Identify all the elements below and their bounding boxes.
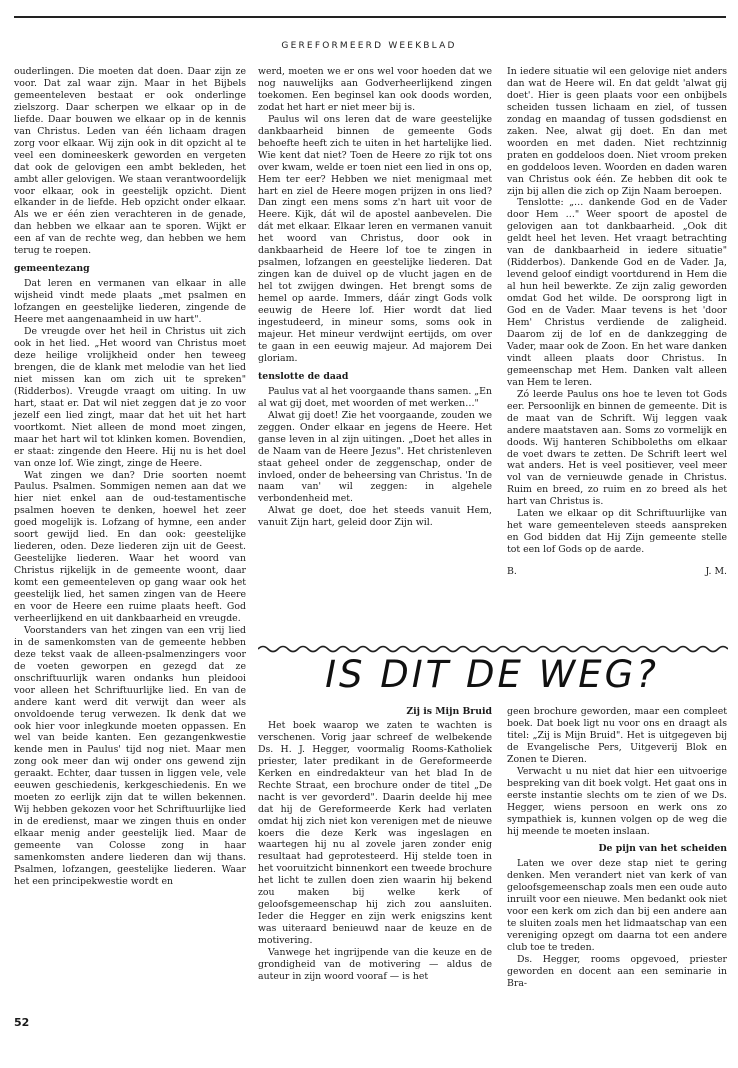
article-title: IS DIT DE WEG? <box>325 653 659 696</box>
paragraph: Paulus vat al het voorgaande thans samen. „En al wat gij doet, met woorden of met werken…" <box>258 385 492 409</box>
signature-right: J. M. <box>705 566 727 578</box>
top-rule <box>14 16 726 18</box>
paragraph: Wat zingen we dan? Drie soorten noemt Paulus. Psalmen. Sommigen nemen aan dat we hier niet enkel aan de oud-testamentische psalmen hoeven te denken, hoewel het zeer goed mogelijk is. Lofzang of hymne, een ander soort gewijd lied. En dan ook: geestelijke liederen, oden. Deze liederen zijn uit de Geest. Geestelijke liederen. Waar het woord van Christus rijkelijk in de gemeente woont, daar komt een gemeenteleven op gang waar ook het geestelijk lied, het samen zingen van de Heere en voor de Heere een ruime plaats heeft. God verheerlijkend en uit dankbaarheid en vreugde. <box>14 469 246 624</box>
paragraph: Paulus wil ons leren dat de ware geestelijke dankbaarheid binnen de gemeente Gods behoefte heeft zich te uiten in het hartelijke lied. Wie kent dat niet? Toen de Heere zo rijk tot ons over kwam, welde er toen niet een lied in ons op, Hem ter eer? Hebben we niet menigmaal met hart en ziel de Heere mogen prijzen in ons lied? Dan zingt een mens soms z'n hart uit voor de Heere. Kijk, dát wil de apostel aanbevelen. Die dát met elkaar. Elkaar leren en vermanen vanuit het woord van Christus, door ook in dankbaarheid de Heere lof toe te zingen in psalmen, lofzangen en geestelijke liederen. Dat zingen kan de duivel op de vlucht jagen en de hel tot zwijgen dwingen. Het brengt soms de hemel op aarde. Immers, dáár zingt Gods volk eeuwig de Heere lof. Hier wordt dat lied ingestudeerd, in mineur soms, soms ook in majeur. Het mineur verdwijnt eertijds, om over te gaan in een eeuwig majeur. Ad majorem Dei gloriam. <box>258 113 492 364</box>
paragraph: geen brochure geworden, maar een compleet boek. Dat boek ligt nu voor ons en draagt als titel: „Zij is Mijn Bruid". Het is uitgegeven bij de Evangelische Pers, Uitgeverij Blok en Zonen te Dieren. <box>507 706 727 765</box>
paragraph: Voorstanders van het zingen van een vrij lied in de samenkomsten van de gemeente hebben deze tekst vaak de alleen-psalmenzingers voor de voeten geworpen en gezegd dat ze onschriftuurlijk waren ondanks hun pleidooi voor alleen het Schriftuurlijke lied. En van de andere kant werd dit verwijt dan weer als onvoldoende terug verwezen. Ik denk dat we ook hier voor inlegkunde moeten oppassen. En wel van beide kanten. Een gezangenkwestie kende men in Paulus' tijd nog niet. Maar men zong ook meer dan wij onder ons gewend zijn geraakt. Echter, daar tussen in liggen vele, vele eeuwen geschiedenis, kerkgeschiedenis. En we moeten zo eerlijk zijn dat te willen bekennen. Wij hebben gekozen voor het Schriftuurlijke lied in de eredienst, maar we zingen thuis en onder elkaar menig ander geestelijk lied. Maar de gemeente van Colosse zong in haar samenkomsten andere liederen dan wij thans. Psalmen, lofzangen, geestelijke liederen. Waar het een principekwestie wordt en <box>14 624 246 887</box>
column-2 <box>258 66 492 529</box>
paragraph: Vanwege het ingrijpende van die keuze en de grondigheid van de motivering — aldus de auteur in zijn woord vooraf — is het <box>258 947 492 982</box>
paragraph: Alwat gij doet! Zie het voorgaande, zouden we zeggen. Onder elkaar en jegens de Heere. Het ganse leven in al zijn uitingen. „Doet het alles in de Naam van de Heere Jezus". Het christenleven staat geheel onder de zeggenschap, onder de invloed, onder de beheersing van Christus. 'In de naam van' wil zeggen: in algehele verbondenheid met. <box>258 409 492 505</box>
paragraph: werd, moeten we er ons wel voor hoeden dat we nog nauwelijks aan Godverheerlijkend zingen toekomen. Een beginsel kan ook doods worden, zodat het hart er niet meer bij is. <box>258 66 492 113</box>
signature-left: B. <box>507 566 517 578</box>
paragraph: Ds. Hegger, rooms opgevoed, priester geworden en docent aan een seminarie in Bra- <box>507 954 727 990</box>
paragraph: Laten we elkaar op dit Schriftuurlijke van het ware gemeenteleven steeds aanspreken en God bidden dat Hij Zijn gemeente stelle tot een lof Gods op de aarde. <box>507 508 727 556</box>
column-3 <box>507 66 727 578</box>
column-5 <box>507 706 727 990</box>
paragraph: Alwat ge doet, doe het steeds vanuit Hem, vanuit Zijn hart, geleid door Zijn wil. <box>258 505 492 529</box>
signature <box>507 566 727 578</box>
masthead: GEREFORMEERD WEEKBLAD <box>281 41 457 51</box>
paragraph: Tenslotte: „… dankende God en de Vader door Hem …" Weer spoort de apostel de gelovigen aan tot dankbaarheid. „Ook dit geldt heel het leven. Het vraagt betrachting van de dankbaarheid in iedere situatie" (Ridderbos). Dankende God en de Vader. Ja, levend geloof eindigt voortdurend in Hem die al hun heil bewerkte. Ze zijn zalig geworden omdat God het wilde. De oorsprong ligt in God en de Vader. Maar tevens is het 'door Hem' Christus verdiende de zaligheid. Daarom zij de lof en de dankzegging de Vader, maar ook de Zoon. En het ware danken vindt alleen plaats door Christus. In gemeenschap met Hem. Danken valt alleen van Hem te leren. <box>507 197 727 388</box>
column-1 <box>14 66 246 888</box>
section-heading: De pijn van het scheiden <box>598 843 727 855</box>
page-number: 52 <box>14 1016 30 1029</box>
paragraph: Laten we over deze stap niet te gering denken. Men verandert niet van kerk of van geloofsgemeenschap zoals men een oude auto inruilt voor een nieuwe. Men bedankt ook niet voor een kerk om zich dan bij een andere aan te sluiten zoals men het lidmaatschap van een vereniging opzegt om daarna tot een andere club toe te treden. <box>507 858 727 954</box>
paragraph: ouderlingen. Die moeten dat doen. Daar zijn ze voor. Dat zal waar zijn. Maar in het Bijbels gemeenteleven bestaat er ook onderlinge zielszorg. Daar scherpen we elkaar op in de liefde. Daar bouwen we elkaar op in de kennis van Christus. Leden van één lichaam dragen zorg voor elkaar. Wij zijn ook in dit opzicht al te veel een domineeskerk geworden en vergeten dat ook de gelovigen een ambt bekleden, het ambt aller gelovigen. We staan verantwoordelijk voor elkaar, ook in geestelijk opzicht. Dient elkander in de liefde. Heb opzicht onder elkaar. Als we er één zien verachteren in de genade, dan hebben we elkaar aan te sporen. Wijkt er een af van de rechte weg, dan hebben we hem terug te roepen. <box>14 66 246 257</box>
column-4 <box>258 706 492 983</box>
paragraph: Verwacht u nu niet dat hier een uitvoerige bespreking van dit boek volgt. Het gaat ons in eerste instantie slechts om te zien of we Ds. Hegger, wiens persoon en werk ons zo sympathiek is, kunnen volgen op de weg die hij meende te moeten inslaan. <box>507 765 727 837</box>
article-subtitle: Zij is Mijn Bruid <box>406 706 492 717</box>
paragraph: Het boek waarop we zaten te wachten is verschenen. Vorig jaar schreef de welbekende Ds. H. J. Hegger, voormalig Rooms-Katholiek priester, later predikant in de Gereformeerde Kerken en eindredakteur van het blad In de Rechte Straat, een brochure onder de titel „De nacht is ver gevorderd". Daarin deelde hij mee dat hij de Gereformeerde Kerk had verlaten omdat hij zich niet kon verenigen met de nieuwe koers die deze Kerk was ingeslagen en waartegen hij nu al zovele jaren zonder enig resultaat had geprotesteerd. Hij stelde toen in het vooruitzicht binnenkort een tweede brochure het licht te zullen doen zien waarin hij bekend zou maken bij welke kerk of geloofsgemeenschap hij zich zou aansluiten. Ieder die Hegger en zijn werk enigszins kent was uiteraard benieuwd naar de keuze en de motivering. <box>258 719 492 947</box>
paragraph: De vreugde over het heil in Christus uit zich ook in het lied. „Het woord van Christus moet deze heilige vrolijkheid onder hen teweeg brengen, die de klank met melodie van het lied niet missen kan om zich uit te spreken" (Ridderbos). Vreugde vraagt om uiting. In uw hart, staat er. Dat wil niet zeggen dat je zo voor jezelf een lied zingt, maar dat het uit het hart voortkomt. Niet alleen de mond moet zingen, maar het hart wil tot klinken komen. Bovendien, er staat: zingende den Heere. Hij nu is het doel van onze lof. Wie zingt, zinge de Heere. <box>14 326 246 469</box>
paragraph: Dat leren en vermanen van elkaar in alle wijsheid vindt mede plaats „met psalmen en lofzangen en geestelijke liederen, zingende de Heere met aangenaamheid in uw hart". <box>14 278 246 326</box>
section-heading: tenslotte de daad <box>258 370 349 382</box>
paragraph: In iedere situatie wil een gelovige niet anders dan wat de Heere wil. En dat geldt 'alwat gij doet'. Hier is geen plaats voor een onbijbels scheiden tussen lichaam en ziel, of tussen zondag en maandag of tussen godsdienst en zaken. Nee, alwat gij doet. En dan met woorden en met daden. Niet rechtzinnig praten en goddeloos doen. Niet vroom preken en goddeloos leven. Woorden en daden waren van Christus ook één. Ze hebben dit ook te zijn bij allen die zich op Zijn Naam beroepen. <box>507 66 727 197</box>
section-heading: gemeentezang <box>14 263 90 275</box>
paragraph: Zó leerde Paulus ons hoe te leven tot Gods eer. Persoonlijk en binnen de gemeente. Dit is de maat van de Schrift. Wij leggen vaak andere maatstaven aan. Soms zo vormelijk en doods. Wij hanteren Schibboleths om elkaar de voet dwars te zetten. De Schrift leert wel wat anders. Het is veel positiever, veel meer vol van de vernieuwde genade in Christus. Ruim en breed, zo ruim en zo breed als het hart van Christus is. <box>507 388 727 508</box>
